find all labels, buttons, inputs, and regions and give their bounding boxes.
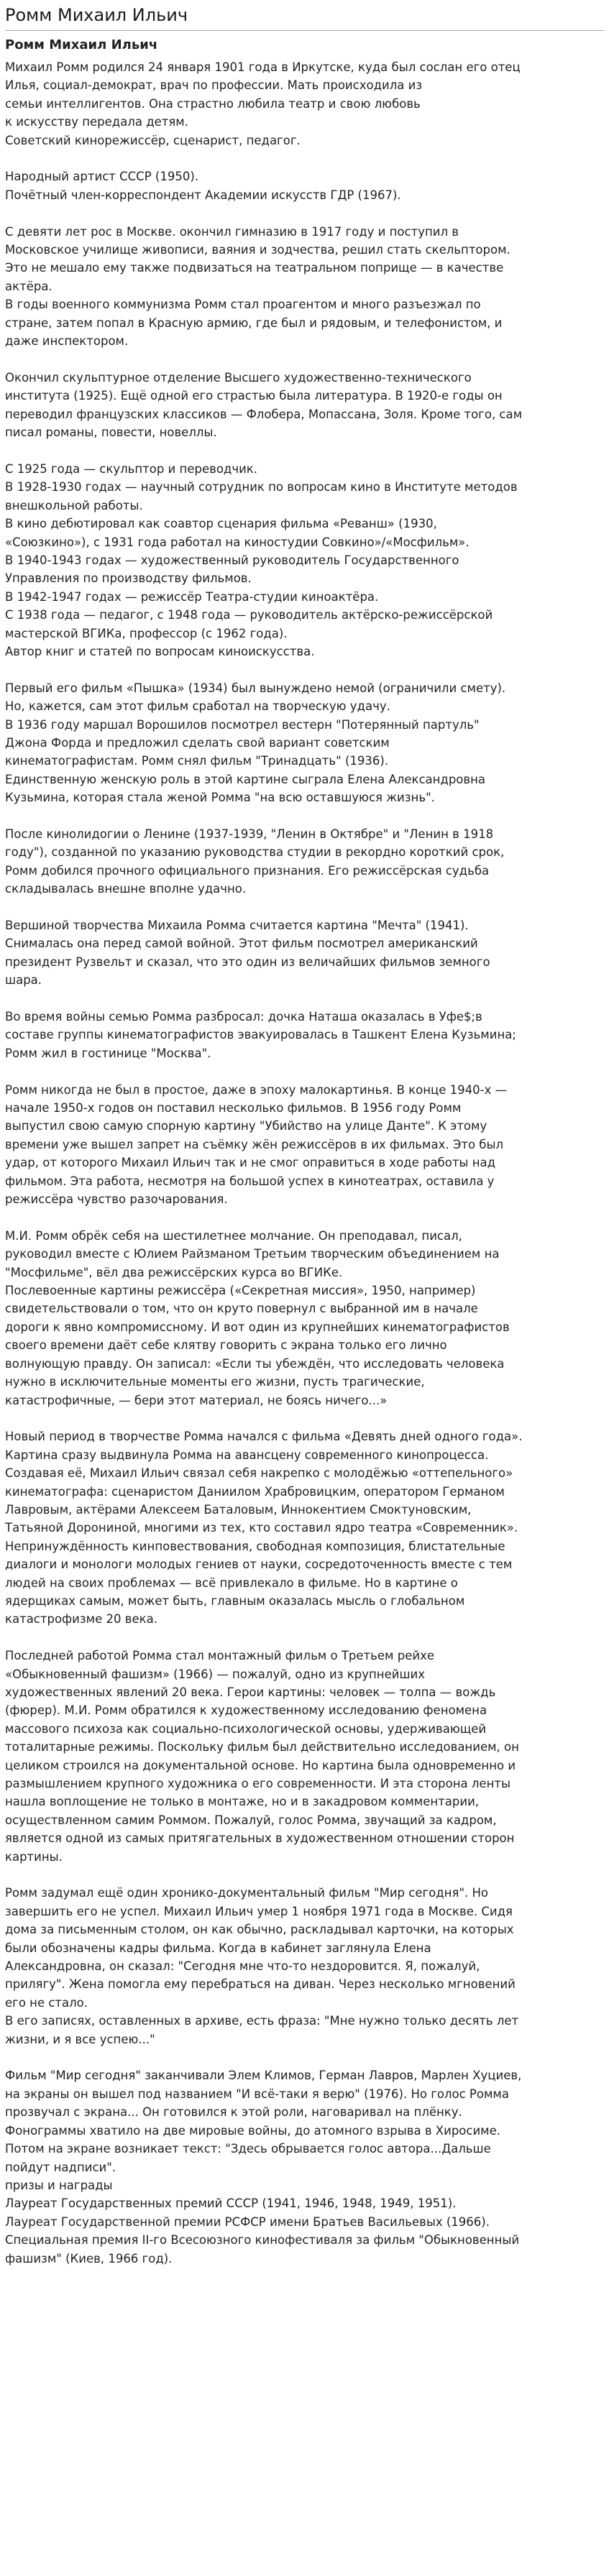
paragraph: [5, 679, 604, 807]
text-line: году"), созданной по указанию руководства студии в рекордно короткий срок,: [5, 845, 505, 860]
paragraph: [5, 916, 604, 990]
text-line: С 1925 года — скульптор и переводчик.: [5, 461, 258, 476]
text-line: Управления по производству фильмов.: [5, 571, 252, 586]
text-line: картины.: [5, 1849, 63, 1864]
article-body: [5, 58, 604, 2268]
text-line: его не стало.: [5, 1995, 88, 2010]
text-line: стране, затем попал в Красную армию, где был и рядовым, и телефонистом, и: [5, 316, 503, 330]
text-line: Но, кажется, сам этот фильм сработал на творческую удачу.: [5, 699, 390, 714]
text-line: пойдут надписи".: [5, 2160, 116, 2174]
text-line: Ромм задумал ещё один хронико-документальный фильм "Мир сегодня". Но: [5, 1886, 488, 1900]
paragraph: [5, 460, 604, 661]
text-line: Единственную женскую роль в этой картине сыграла Елена Александровна: [5, 772, 486, 786]
text-line: После кинолидогии о Ленине (1937-1939, "Ленин в Октябре" и "Ленин в 1918: [5, 827, 494, 841]
text-line: массового психоза как социально-психологической основы, удерживающей: [5, 1721, 487, 1736]
paragraph: [5, 223, 604, 351]
text-line: "Мосфильме", вёл два режиссёрских курса во ВГИКе.: [5, 1265, 343, 1279]
page-title: Ромм Михаил Ильич: [5, 5, 188, 25]
text-line: В 1936 году маршал Ворошилов посмотрел вестерн "Потерянный партуль": [5, 717, 480, 732]
paragraph: [5, 1227, 604, 1409]
paragraph-gap: [5, 204, 604, 222]
paragraph-gap: [5, 1629, 604, 1647]
text-line: В 1928-1930 годах — научный сотрудник по вопросам кино в Институте методов: [5, 480, 518, 494]
text-line: Послевоенные картины режиссёра («Секретная миссия», 1950, например): [5, 1284, 476, 1298]
text-line: С 1938 года — педагог, с 1948 года — руководитель актёрско-режиссёрской: [5, 608, 493, 622]
text-line: Кузьмина, которая стала женой Ромма "на всю оставшуюся жизнь".: [5, 791, 435, 805]
text-line: В годы военного коммунизма Ромм стал проагентом и много разъезжал по: [5, 298, 481, 312]
text-line: шара.: [5, 973, 42, 988]
text-line: Первый его фильм «Пышка» (1934) был вынуждено немой (ограничили смету).: [5, 681, 506, 695]
text-line: Окончил скульптурное отделение Высшего художественно-технического: [5, 370, 472, 385]
text-line: катастрофичные, — бери этот материал, не боясь ничего...»: [5, 1393, 388, 1407]
paragraph-gap: [5, 898, 604, 916]
paragraph-gap: [5, 1866, 604, 1884]
text-line: фильмом. Эта работа, несмотря на большой успех в кинотеатрах, оставила у: [5, 1174, 495, 1188]
paragraph: [5, 1081, 604, 1209]
text-line: кинематографа: сценаристом Даниилом Храбровицким, оператором Германом: [5, 1484, 505, 1499]
text-line: Непринуждённость кинповествования, свободная композиция, блистательные: [5, 1539, 505, 1553]
text-line: М.И. Ромм обрёк себя на шестилетнее молчание. Он преподавал, писал,: [5, 1228, 462, 1243]
paragraph-gap: [5, 990, 604, 1008]
text-line: дороги к явно компромиссному. И вот один из крупнейших кинематографистов: [5, 1320, 510, 1334]
text-line: были обозначены кадры фильма. Когда в кабинет заглянула Елена: [5, 1941, 431, 1955]
text-line: внешкольной работы.: [5, 498, 143, 512]
text-line: Создавая её, Михаил Ильич связал себя накрепко с молодёжью «оттепельного»: [5, 1466, 513, 1481]
paragraph-gap: [5, 1409, 604, 1427]
text-line: целиком строился на документальной основе. Но картина была одновременно и: [5, 1758, 516, 1772]
text-line: нашла воплощение не только в монтаже, но и в закадровом комментарии,: [5, 1795, 480, 1809]
text-line: Потом на экране возникает текст: "Здесь обрывается голос автора...Дальше: [5, 2142, 491, 2156]
text-line: является одной из самых притягательных в художественном отношении сторон: [5, 1831, 515, 1846]
text-line: художественных явлений 20 века. Герои картины: человек — толпа — вождь: [5, 1685, 496, 1699]
paragraph: [5, 1647, 604, 1866]
text-line: института (1925). Ещё одной его страстью была литература. В 1920-е годы он: [5, 389, 503, 403]
text-line: В его записях, оставленных в архиве, есть фраза: "Мне нужно только десять лет: [5, 2014, 519, 2028]
text-line: писал романы, повести, новеллы.: [5, 426, 217, 440]
text-line: на экраны он вышел под названием "И всё-таки я верю" (1976). Но голос Ромма: [5, 2087, 509, 2101]
text-line: катастрофизме 20 века.: [5, 1612, 157, 1627]
text-line: переводил французских классиков — Флобера, Мопассана, Золя. Кроме того, сам: [5, 407, 523, 421]
paragraph-gap: [5, 1062, 604, 1080]
text-line: выпустил свою самую спорную картину "Убийство на улице Данте". К этому: [5, 1119, 487, 1133]
text-line: завершить его не успел. Михаил Ильич умер 1 ноября 1971 года в Москве. Сидя: [5, 1904, 513, 1918]
text-line: Александровна, он сказал: "Сегодня мне что-то нездоровится. Я, пожалуй,: [5, 1959, 480, 1974]
text-line: диалоги и монологи молодых гениев от науки, сосредоточенность вместе с тем: [5, 1558, 513, 1572]
text-line: свидетельствовали о том, что он круто повернул с выбранной им в начале: [5, 1302, 478, 1316]
text-line: «Союзкино»), с 1931 года работал на киностудии Совкино»/«Мосфильм».: [5, 535, 470, 549]
text-line: призы и награды: [5, 2178, 113, 2192]
text-line: людей на своих проблемах — всё привлекало в фильме. Но в картине о: [5, 1576, 458, 1590]
paragraph-gap: [5, 150, 604, 167]
text-line: дома за письменным столом, он как обычно, раскладывал карточки, на которых: [5, 1923, 514, 1937]
paragraph-gap: [5, 350, 604, 368]
paragraph-gap: [5, 661, 604, 678]
text-line: размышлением крупного художника о его современности. И эта сторона ленты: [5, 1777, 511, 1790]
article-heading: Ромм Михаил Ильич: [5, 37, 158, 52]
text-line: мастерской ВГИКа, профессор (с 1962 года).: [5, 626, 288, 640]
text-line: Лавровым, актёрами Алексеем Баталовым, Иннокентием Смоктуновским,: [5, 1502, 472, 1517]
text-line: Последней работой Ромма стал монтажный фильм о Третьем рейхе: [5, 1649, 434, 1663]
text-line: фашизм" (Киев, 1966 год).: [5, 2251, 173, 2266]
page: [5, 0, 604, 2268]
text-line: Автор книг и статей по вопросам киноискусства.: [5, 644, 315, 658]
paragraph: [5, 825, 604, 898]
text-line: Лауреат Государственных премий СССР (1941, 1946, 1948, 1949, 1951).: [5, 2196, 457, 2211]
text-line: Фильм "Мир сегодня" заканчивали Элем Климов, Герман Лавров, Марлен Хуциев,: [5, 2069, 522, 2083]
paragraph-gap: [5, 1208, 604, 1226]
text-line: Михаил Ромм родился 24 января 1901 года в Иркутске, куда был сослан его отец: [5, 60, 521, 74]
text-line: ядерщиках самым, может быть, главным оказалась мысль о глобальном: [5, 1593, 465, 1608]
text-line: Народный артист СССР (1950).: [5, 170, 198, 184]
text-line: Специальная премия II-го Всесоюзного кинофестиваля за фильм "Обыкновенный: [5, 2233, 520, 2248]
text-line: Татьяной Дорониной, многими из тех, кто составил ядро театра «Современник».: [5, 1521, 518, 1535]
text-line: Советский кинорежиссёр, сценарист, педагог.: [5, 133, 301, 147]
text-line: С девяти лет рос в Москве. окончил гимназию в 1917 году и поступил в: [5, 224, 459, 239]
paragraph-gap: [5, 2048, 604, 2066]
text-line: составе группы кинематографистов эвакуировалась в Ташкент Елена Кузьмина;: [5, 1028, 516, 1042]
text-line: Московское училище живописи, ваяния и зодчества, решил стать скельптором.: [5, 243, 510, 257]
paragraph: [5, 58, 604, 150]
text-line: В кино дебютировал как соавтор сценария фильма «Реванш» (1930,: [5, 517, 437, 531]
text-line: В 1942-1947 годах — режиссёр Театра-студии киноактёра.: [5, 589, 379, 604]
text-line: к искусству передала детям.: [5, 115, 189, 129]
title-divider: [5, 30, 604, 31]
text-line: Илья, социал-демократ, врач по профессии. Мать происходила из: [5, 78, 423, 93]
text-line: Почётный член-корреспондент Академии искусств ГДР (1967).: [5, 188, 401, 202]
text-line: удар, от которого Михаил Ильич так и не смог оправиться в ходе работы над: [5, 1156, 496, 1170]
text-line: «Обыкновенный фашизм» (1966) — пожалуй, одно из крупнейших: [5, 1667, 426, 1681]
text-line: прозвучал с экрана... Он готовился к этой роли, наговаривал на плёнку.: [5, 2105, 462, 2120]
paragraph: [5, 2066, 604, 2267]
text-line: тоталитарные режимы. Поскольку фильм был действительно исследованием, он: [5, 1740, 519, 1754]
text-line: Лауреат Государственной премии РСФСР имени Братьев Васильевых (1966).: [5, 2214, 490, 2229]
text-line: начале 1950-х годов он поставил несколько фильмов. В 1956 году Ромм: [5, 1101, 462, 1116]
text-line: Ромм жил в гостинице "Москва".: [5, 1046, 211, 1060]
paragraph: [5, 1884, 604, 2048]
text-line: Это не мешало ему также подвизаться на театральном поприще — в качестве: [5, 261, 504, 275]
paragraph-gap: [5, 807, 604, 825]
text-line: прилягу". Жена помогла ему перебраться на диван. Через несколько мгновений: [5, 1977, 516, 1992]
text-line: (фюрер). М.И. Ромм обратился к художественному исследованию феномена: [5, 1703, 487, 1718]
paragraph: [5, 167, 604, 204]
text-line: актёра.: [5, 279, 52, 293]
text-line: В 1940-1943 годах — художественный руководитель Государственного: [5, 553, 459, 567]
text-line: даже инспектором.: [5, 334, 129, 349]
text-line: Ромм никогда не был в простое, даже в эпоху малокартинья. В конце 1940-х —: [5, 1082, 508, 1097]
text-line: нужно в исключительные моменты его жизни, пусть трагические,: [5, 1375, 425, 1389]
text-line: руководил вместе с Юлием Райзманом Третьим творческим объединением на: [5, 1247, 500, 1261]
text-line: Вершиной творчества Михаила Ромма считается картина "Мечта" (1941).: [5, 918, 469, 932]
paragraph: [5, 369, 604, 442]
text-line: жизни, и я все успею...": [5, 2032, 155, 2046]
text-line: Новый период в творчестве Ромма начался с фильма «Девять дней одного года».: [5, 1430, 523, 1444]
text-line: своего времени даёт себе клятву говорить с экрана только его лично: [5, 1338, 447, 1353]
text-line: кинематографистам. Ромм снял фильм "Тринадцать" (1936).: [5, 754, 389, 768]
text-line: волнующую правду. Он записал: «Если ты убеждён, что исследовать человека: [5, 1356, 505, 1371]
text-line: складывалась внешне вполне удачно.: [5, 882, 247, 896]
text-line: семьи интеллигентов. Она страстно любила театр и свою любовь: [5, 96, 421, 111]
text-line: президент Рузвельт и сказал, что это один из величайших фильмов земного: [5, 954, 490, 969]
text-line: осуществленном самим Роммом. Пожалуй, голос Ромма, звучащий за кадром,: [5, 1813, 497, 1827]
paragraph: [5, 1427, 604, 1628]
text-line: Снималась она перед самой войной. Этот фильм посмотрел американский: [5, 937, 478, 951]
text-line: времени уже вышел запрет на съёмку жён режиссёров в их фильмах. Это был: [5, 1137, 504, 1151]
text-line: Картина сразу выдвинула Ромма на авансцену современного кинопроцесса.: [5, 1448, 489, 1462]
paragraph: [5, 1008, 604, 1062]
text-line: режиссёра чувство разочарования.: [5, 1192, 228, 1207]
text-line: Фонограммы хватило на две мировые войны, до атомного взрыва в Хиросиме.: [5, 2123, 501, 2138]
paragraph-gap: [5, 441, 604, 459]
text-line: Ромм добился прочного официального признания. Его режиссёрская судьба: [5, 863, 490, 878]
text-line: Джона Форда и предложил сделать свой вариант советским: [5, 735, 390, 750]
text-line: Во время войны семью Ромма разбросал: дочка Наташа оказалась в Уфе$;в: [5, 1010, 482, 1024]
